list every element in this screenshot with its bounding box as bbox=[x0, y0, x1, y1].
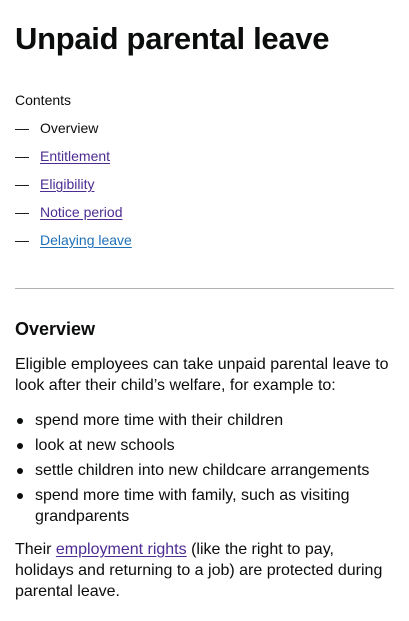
rights-suffix: (like the right to pay, holidays and returning to a job) are protected during parental leave. bbox=[15, 541, 383, 600]
contents-link-notice-period[interactable]: Notice period bbox=[40, 204, 123, 220]
page-title: Unpaid parental leave bbox=[15, 21, 330, 56]
overview-heading: Overview bbox=[15, 319, 96, 339]
overview-bullet-list bbox=[15, 410, 394, 527]
overview-intro: Eligible employees can take unpaid parental leave to look after their child’s welfare, for example to: bbox=[15, 356, 389, 394]
contents-item-eligibility bbox=[15, 174, 394, 202]
contents-dash: — bbox=[15, 232, 29, 248]
rights-prefix: Their bbox=[15, 541, 56, 558]
contents-dash: — bbox=[15, 204, 29, 220]
contents-dash: — bbox=[15, 148, 29, 164]
employment-rights-link[interactable]: employment rights bbox=[55, 541, 187, 558]
contents-dash: — bbox=[15, 120, 29, 136]
contents-item-label-current: Overview bbox=[40, 120, 99, 136]
contents-item-delaying-leave bbox=[15, 230, 394, 258]
contents-list bbox=[15, 118, 394, 258]
contents-label: Contents bbox=[15, 92, 72, 108]
overview-rights-paragraph bbox=[15, 539, 394, 602]
list-item: spend more time with their children bbox=[35, 410, 394, 431]
list-item: look at new schools bbox=[35, 435, 394, 456]
contents-link-delaying-leave[interactable]: Delaying leave bbox=[40, 232, 132, 248]
section-divider bbox=[15, 288, 394, 289]
contents-nav bbox=[15, 90, 394, 258]
contents-dash: — bbox=[15, 176, 29, 192]
contents-link-eligibility[interactable]: Eligibility bbox=[40, 176, 95, 192]
list-item: settle children into new childcare arrangements bbox=[35, 460, 394, 481]
overview-section bbox=[15, 318, 394, 602]
contents-item-overview bbox=[15, 118, 394, 146]
page bbox=[0, 21, 409, 602]
contents-item-notice-period bbox=[15, 202, 394, 230]
list-item: spend more time with family, such as visiting grandparents bbox=[35, 485, 394, 527]
contents-item-entitlement bbox=[15, 146, 394, 174]
contents-link-entitlement[interactable]: Entitlement bbox=[40, 148, 111, 164]
